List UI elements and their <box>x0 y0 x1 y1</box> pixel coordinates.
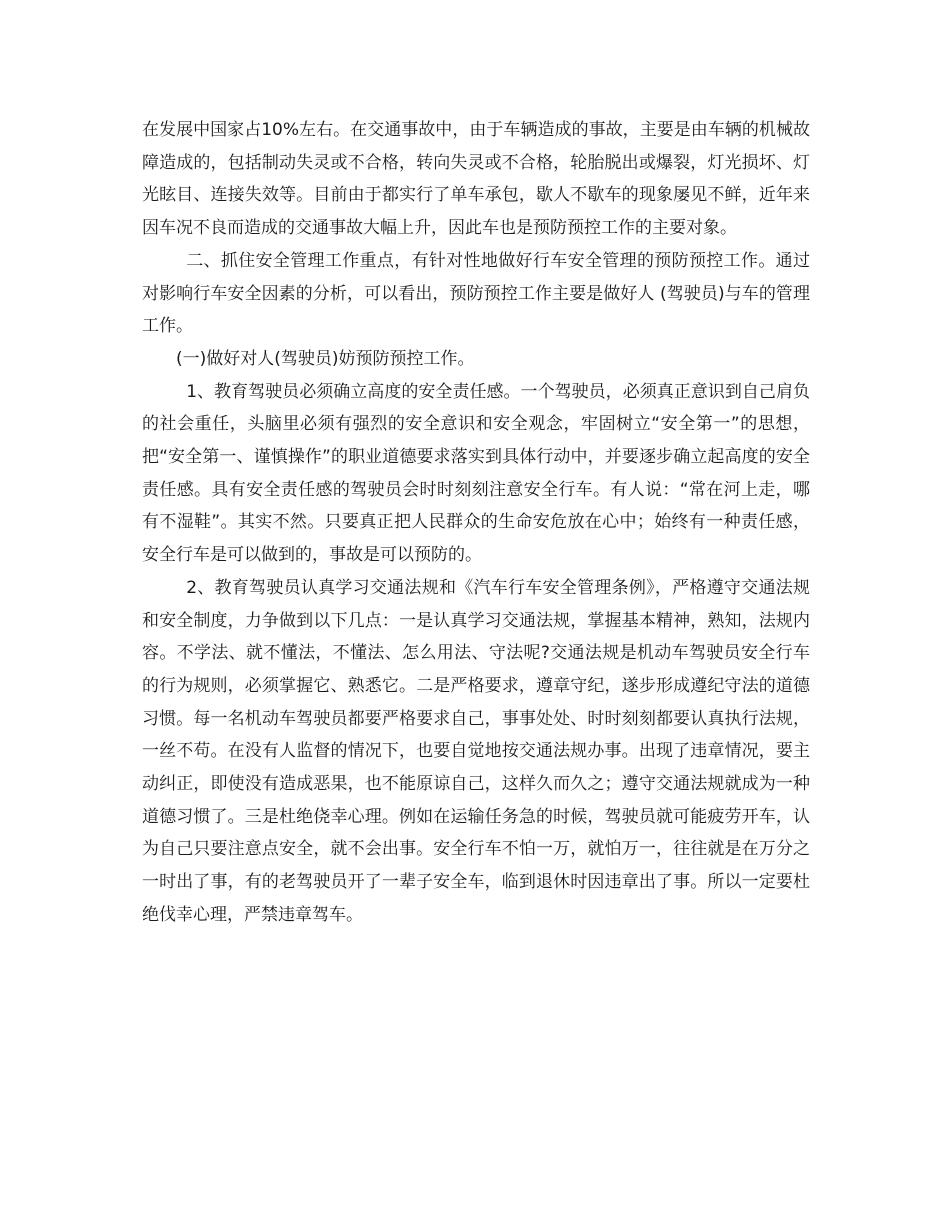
paragraph-subsection-one: (一)做好对人(驾驶员)妨预防预控工作。 <box>176 348 475 369</box>
paragraph-item-two: 2、教育驾驶员认真学习交通法规和《汽车行车安全管理条例》，严格遵守交通法规和安全制度，力争做到以下几点：一是认真学习交通法规，掌握基本精神，熟知，法规内容。不学法、就不懂法，不懂法、怎么用法、守法呢?交通法规是机动车驾驶员安全行车的行为规则，必须掌握它、熟悉它。二是严格要求，遵章守纪，遂步形成遵纪守法的道德习惯。每一名机动车驾驶员都要严格要求自己，事事处处、时时刻刻都要认真执行法规，一丝不苟。在没有人监督的情况下，也要自觉地按交通法规办事。出现了违章情况，要主动纠正，即使没有造成恶果，也不能原谅自己，这样久而久之；遵守交通法规就成为一种道德习惯了。三是杜绝侥幸心理。例如在运输任务急的时候，驾驶员就可能疲劳开车，认为自己只要注意点安全，就不会出事。安全行车不怕一万，就怕万一，往往就是在万分之一时出了事，有的老驾驶员开了一辈子安全车，临到退休时因违章出了事。所以一定要杜绝伐幸心理，严禁违章驾车。 <box>142 577 810 925</box>
document-body <box>142 114 810 932</box>
paragraph-intro: 在发展中国家占10%左右。在交通事故中，由于车辆造成的事故，主要是由车辆的机械故障造成的，包括制动失灵或不合格，转向失灵或不合格，轮胎脱出或爆裂，灯光损坏、灯光眩目、连接失效等。目前由于都实行了单车承包，歇人不歇车的现象屡见不鲜，近年来因车况不良而造成的交通事故大幅上升，因此车也是预防预控工作的主要对象。 <box>142 120 810 239</box>
paragraph-item-one: 1、教育驾驶员必须确立高度的安全责任感。一个驾驶员，必须真正意识到自己肩负的社会重任，头脑里必须有强烈的安全意识和安全观念，牢固树立“安全第一”的思想，把“安全第一、谨慎操作”的职业道德要求落实到具体行动中，并要逐步确立起高度的安全责任感。具有安全责任感的驾驶员会时时刻刻注意安全行车。有人说：“常在河上走，哪有不湿鞋”。其实不然。只要真正把人民群众的生命安危放在心中；始终有一种责任感，安全行车是可以做到的，事故是可以预防的。 <box>142 381 810 566</box>
paragraph-section-two-heading: 二、抓住安全管理工作重点，有针对性地做好行车安全管理的预防预控工作。通过对影响行车安全因素的分析，可以看出，预防预控工作主要是做好人 (驾驶员)与车的管理工作。 <box>142 250 810 337</box>
